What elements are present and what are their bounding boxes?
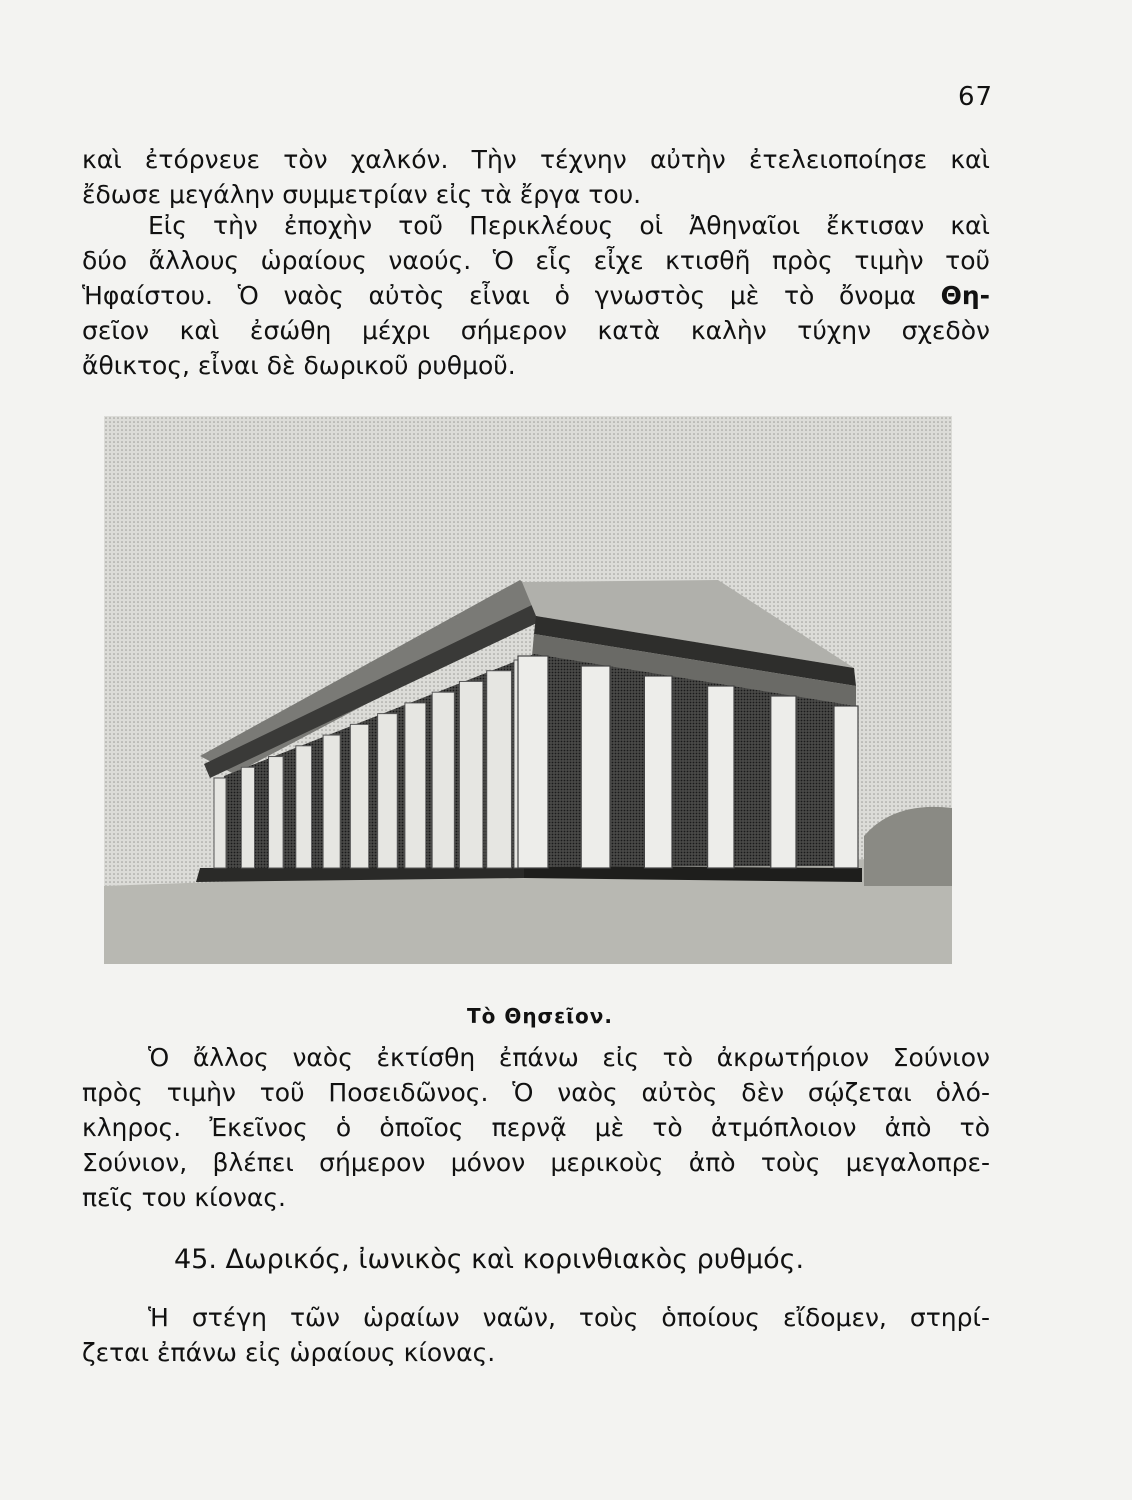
paragraph-line: καὶ ἐτόρνευε τὸν χαλκόν. Τὴν τέχνην αὐτὴν ἐτελειοποίησε καὶ xyxy=(82,145,990,174)
paragraph-line: κληρος. Ἐκεῖνος ὁ ὁποῖος περνᾷ μὲ τὸ ἀτμόπλοιον ἀπὸ τὸ xyxy=(82,1113,990,1142)
figure-caption: Τὸ Θησεῖον. xyxy=(466,1004,614,1028)
paragraph-line: σεῖον καὶ ἐσώθη μέχρι σήμερον κατὰ καλὴν τύχην σχεδὸν xyxy=(82,316,990,345)
paragraph-3 xyxy=(82,1040,990,1215)
front-column xyxy=(644,676,672,868)
page-number: 67 xyxy=(958,82,994,112)
front-column xyxy=(518,656,548,868)
section-heading: 45. Δωρικός, ἰωνικὸς καὶ κορινθιακὸς ρυθμός. xyxy=(174,1244,805,1275)
side-column xyxy=(214,778,226,868)
paragraph-line: Ἡ στέγη τῶν ὡραίων ναῶν, τοὺς ὁποίους εἴδομεν, στηρί- xyxy=(148,1303,990,1332)
temple-illustration xyxy=(104,416,952,964)
paragraph-line-with-bold xyxy=(82,278,990,313)
side-column xyxy=(459,681,482,868)
front-column xyxy=(581,666,610,868)
paragraph-line: ἄθικτος, εἶναι δὲ δωρικοῦ ρυθμοῦ. xyxy=(82,351,516,380)
paragraph-line: ζεται ἐπάνω εἰς ὡραίους κίονας. xyxy=(82,1338,496,1367)
side-column xyxy=(432,692,454,868)
paragraph-1 xyxy=(82,142,990,212)
bold-term-start: Θη- xyxy=(940,281,990,310)
paragraph-line-text: Ἡφαίστου. Ὁ ναὸς αὐτὸς εἶναι ὁ γνωστὸς μὲ τὸ ὄνομα xyxy=(82,281,916,310)
paragraph-2 xyxy=(82,208,990,383)
paragraph-line: Εἰς τὴν ἐποχὴν τοῦ Περικλέους οἱ Ἀθηναῖοι ἔκτισαν καὶ xyxy=(148,211,990,240)
side-column xyxy=(269,757,284,868)
paragraph-line: πεῖς του κίονας. xyxy=(82,1183,286,1212)
side-column xyxy=(350,724,368,868)
side-column xyxy=(241,767,254,868)
front-column xyxy=(834,706,858,868)
side-column xyxy=(323,735,340,868)
side-column xyxy=(296,746,312,868)
paragraph-line: Ὁ ἄλλος ναὸς ἐκτίσθη ἐπάνω εἰς τὸ ἀκρωτήριον Σούνιον xyxy=(148,1043,990,1072)
paragraph-line: ἔδωσε μεγάλην συμμετρίαν εἰς τὰ ἔργα του. xyxy=(82,180,642,209)
front-column xyxy=(771,696,796,868)
side-column xyxy=(405,703,426,868)
paragraph-line: πρὸς τιμὴν τοῦ Ποσειδῶνος. Ὁ ναὸς αὐτὸς δὲν σῴζεται ὁλό- xyxy=(82,1078,990,1107)
temple-photo xyxy=(104,416,952,964)
side-column xyxy=(487,671,512,868)
paragraph-4 xyxy=(82,1300,990,1370)
paragraph-line: Σούνιον, βλέπει σήμερον μόνον μερικοὺς ἀπὸ τοὺς μεγαλοπρε- xyxy=(82,1148,990,1177)
paragraph-line: δύο ἄλλους ὡραίους ναούς. Ὁ εἷς εἶχε κτισθῆ πρὸς τιμὴν τοῦ xyxy=(82,246,990,275)
front-column xyxy=(708,686,734,868)
side-column xyxy=(378,714,398,868)
